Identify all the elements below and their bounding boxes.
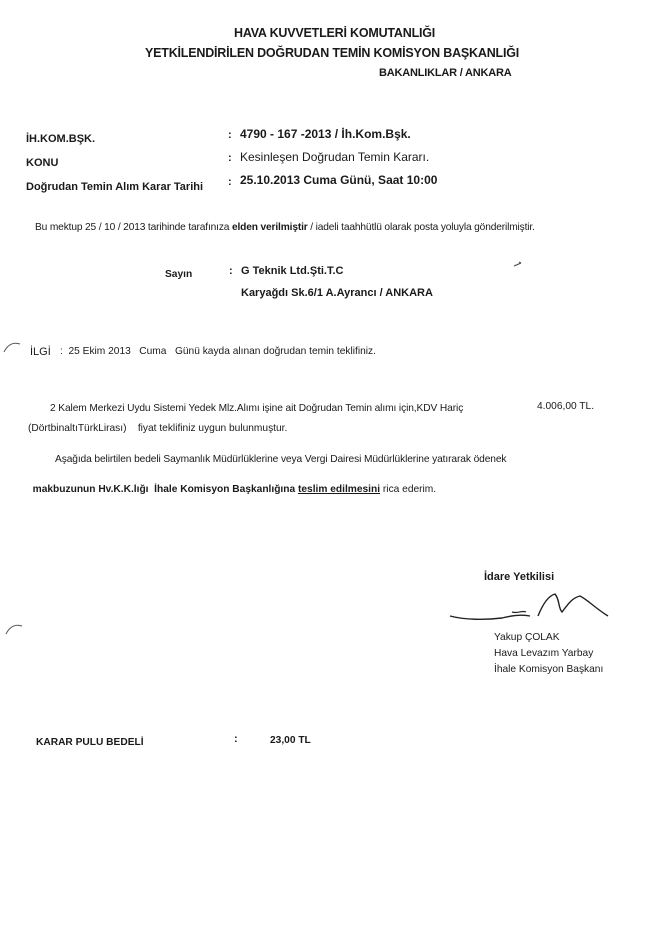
signature-title: İdare Yetkilisi [484,571,555,583]
meta-value-reference: 4790 - 167 -2013 / İh.Kom.Bşk. [240,127,411,141]
ilgi-text: : 25 Ekim 2013 Cuma Günü kayda alınan doğrudan temin teklifiniz. [60,346,376,357]
recipient-name: G Teknik Ltd.Şti.T.C [241,265,344,277]
paragraph-1-line-2: (DörtbinaltıTürkLirası) fiyat teklifiniz uygun bulunmuştur. [28,423,288,434]
header-line-1: HAVA KUVVETLERİ KOMUTANLIĞI [234,26,436,40]
meta-sep-subject: : [228,152,232,164]
recipient-label: Sayın [165,269,193,280]
delivery-suffix: / iadeli taahhütlü olarak posta yoluyla gönderilmiştir. [307,222,535,233]
delivery-prefix: Bu mektup 25 / 10 / 2013 tarihinde tarafınıza [35,222,232,233]
meta-label-reference: İH.KOM.BŞK. [26,133,96,145]
meta-value-date: 25.10.2013 Cuma Günü, Saat 10:00 [240,173,438,187]
paragraph-2-line-1: Aşağıda belirtilen bedeli Saymanlık Müdürlüklerine veya Vergi Dairesi Müdürlüklerine yatırarak ödenek [55,454,507,465]
ilgi-label: İLGİ [30,346,51,358]
scan-mark-arc-upper [2,338,22,358]
paragraph-2-line-2 [27,473,436,495]
scan-mark-arc-lower [4,618,24,638]
recipient-address: Karyağdı Sk.6/1 A.Ayrancı / ANKARA [241,287,433,299]
header-line-2: YETKİLENDİRİLEN DOĞRUDAN TEMİN KOMİSYON BAŞKANLIĞI [145,46,520,60]
paragraph-1-amount: 4.006,00 TL. [537,401,595,412]
signature-rank: Hava Levazım Yarbay [494,648,594,659]
paragraph-1-line-1: 2 Kalem Merkezi Uydu Sistemi Yedek Mlz.Alımı işine ait Doğrudan Temin alımı için,KDV Hariç [50,403,464,414]
meta-sep-reference: : [228,129,232,141]
recipient-sep: : [229,265,233,277]
stamp-fee-value: 23,00 TL [270,735,311,746]
paragraph-2-underlined: teslim edilmesini [297,484,381,495]
stamp-fee-sep: : [234,733,238,745]
signature-role: İhale Komisyon Başkanı [494,664,604,675]
stamp-fee-label: KARAR PULU BEDELİ [36,737,144,748]
meta-value-subject: Kesinleşen Doğrudan Temin Kararı. [240,150,430,164]
meta-label-subject: KONU [26,157,59,169]
paragraph-2-line-2-start: makbuzunun Hv.K.K.lığı İhale Komisyon Başkanlığına [32,484,298,495]
delivery-statement [35,222,535,233]
meta-label-date: Doğrudan Temin Alım Karar Tarihi [26,181,204,193]
paragraph-2-line-2-end: rica ederim. [380,484,437,495]
meta-sep-date: : [228,176,232,188]
signature-name: Yakup ÇOLAK [494,632,560,643]
scan-mark-tick [512,260,526,270]
delivery-emphasis: elden verilmiştir [231,222,308,233]
header-line-3: BAKANLIKLAR / ANKARA [379,67,512,79]
